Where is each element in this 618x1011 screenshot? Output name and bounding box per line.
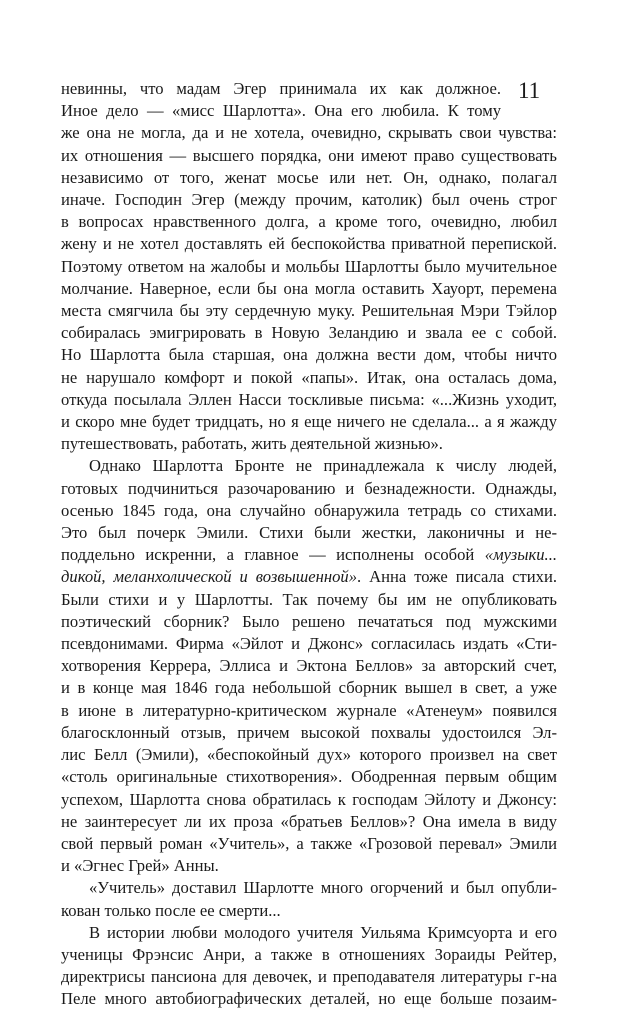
text-line: «Учитель» доставил Шарлотте много огорчений и был опубли- bbox=[89, 878, 557, 898]
text-line: в вопросах нравственного долга, а кроме того, очевидно, любил bbox=[61, 212, 557, 232]
text-line: иначе. Господин Эгер (между прочим, католик) был очень строг bbox=[61, 190, 557, 210]
text-line: откуда посылала Эллен Насси тоскливые письма: «...Жизнь уходит, bbox=[61, 389, 557, 409]
text-line: директрисы пансиона для девочек, и преподавателя литературы г-на bbox=[61, 967, 557, 987]
italic-quote: дикой, меланхолической и возвышенной» bbox=[61, 567, 358, 587]
text-line: свой первый роман «Учитель», а также «Грозовой перевал» Эмили bbox=[61, 833, 557, 853]
text-line: «столь оригинальные стихотворения». Ободренная первым общим bbox=[61, 767, 557, 787]
text-line: Но Шарлотта была старшая, она должна вести дом, чтобы ничто bbox=[61, 345, 557, 365]
italic-quote: «музыки... bbox=[484, 545, 557, 565]
text-line: лис Белл (Эмили), «беспокойный дух» которого произвел на свет bbox=[61, 745, 557, 765]
text-line: не нарушало комфорт и покой «папы». Итак, она осталась дома, bbox=[61, 367, 557, 387]
text-line: собиралась эмигрировать в Новую Зеландию и звала ее с собой. bbox=[61, 323, 557, 343]
text-line: кован только после ее смерти... bbox=[61, 900, 281, 920]
page-number: 11 bbox=[518, 78, 541, 103]
text-line: независимо от того, женат мосье или нет. Он, однако, полагал bbox=[61, 167, 557, 187]
text-line: В истории любви молодого учителя Уильяма Кримсуорта и его bbox=[89, 922, 557, 942]
text-line: Однако Шарлотта Бронте не принадлежала к числу людей, bbox=[89, 456, 557, 476]
text-line: путешествовать, работать, жить деятельной жизнью». bbox=[61, 434, 443, 454]
text-line: места смягчила бы эту сердечную муку. Решительная Мэри Тэйлор bbox=[61, 301, 557, 321]
text-line: поэтический сборник? Было решено печататься под мужскими bbox=[61, 611, 557, 631]
text-line: Поэтому ответом на жалобы и мольбы Шарлотты было мучительное bbox=[61, 256, 557, 276]
text-line: осенью 1845 года, она случайно обнаружила тетрадь со стихами. bbox=[61, 500, 557, 520]
text-line: же она не могла, да и не хотела, очевидно, скрывать свои чувства: bbox=[61, 123, 557, 143]
text-line: их отношения — высшего порядка, они имеют право существовать bbox=[61, 145, 557, 165]
text-line: жену и не хотел доставлять ей беспокойства приватной перепиской. bbox=[61, 234, 557, 254]
text-line: Пеле много автобиографических деталей, но еще больше позаим- bbox=[61, 989, 557, 1009]
text-line: поддельно искренни, а главное — исполнены особой «музыки... bbox=[61, 545, 557, 565]
text-line: не заинтересует ли их проза «братьев Беллов»? Она имела в виду bbox=[61, 811, 557, 831]
text-line: Это был почерк Эмили. Стихи были жестки, лаконичны и не- bbox=[61, 523, 557, 543]
text-line: Иное дело — «мисс Шарлотта». Она его любила. К тому bbox=[61, 101, 501, 121]
text-line: Были стихи и у Шарлотты. Так почему бы им не опубликовать bbox=[61, 589, 557, 609]
text-line: молчание. Наверное, если бы она могла оставить Хауорт, перемена bbox=[61, 278, 557, 298]
text-line: хотворения Керрера, Эллиса и Эктона Беллов» за авторский счет, bbox=[61, 656, 557, 676]
text-line: и скоро мне будет тридцать, но я еще ничего не сделала... а я жажду bbox=[61, 412, 557, 432]
text-line: и «Эгнес Грей» Анны. bbox=[61, 856, 219, 876]
text-line: успехом, Шарлотта снова обратилась к господам Эйлоту и Джонсу: bbox=[61, 789, 557, 809]
text-line: псевдонимами. Фирма «Эйлот и Джонс» согласилась издать «Сти- bbox=[61, 634, 557, 654]
text-line: в июне в литературно-критическом журнале «Атенеум» появился bbox=[61, 700, 557, 720]
text-line: ученицы Фрэнсис Анри, а также в отношениях Зораиды Рейтер, bbox=[61, 944, 557, 964]
text-line: и в конце мая 1846 года небольшой сборник вышел в свет, а уже bbox=[61, 678, 557, 698]
text-line: дикой, меланхолической и возвышенной». Анна тоже писала стихи. bbox=[61, 567, 558, 587]
body-text bbox=[61, 78, 557, 1011]
text-line: невинны, что мадам Эгер принимала их как должное. bbox=[61, 79, 501, 98]
text-line: благосклонный отзыв, причем высокой похвалы удостоился Эл- bbox=[61, 722, 557, 742]
text-line: готовых подчиниться разочарованию и безнадежности. Однажды, bbox=[61, 478, 557, 498]
